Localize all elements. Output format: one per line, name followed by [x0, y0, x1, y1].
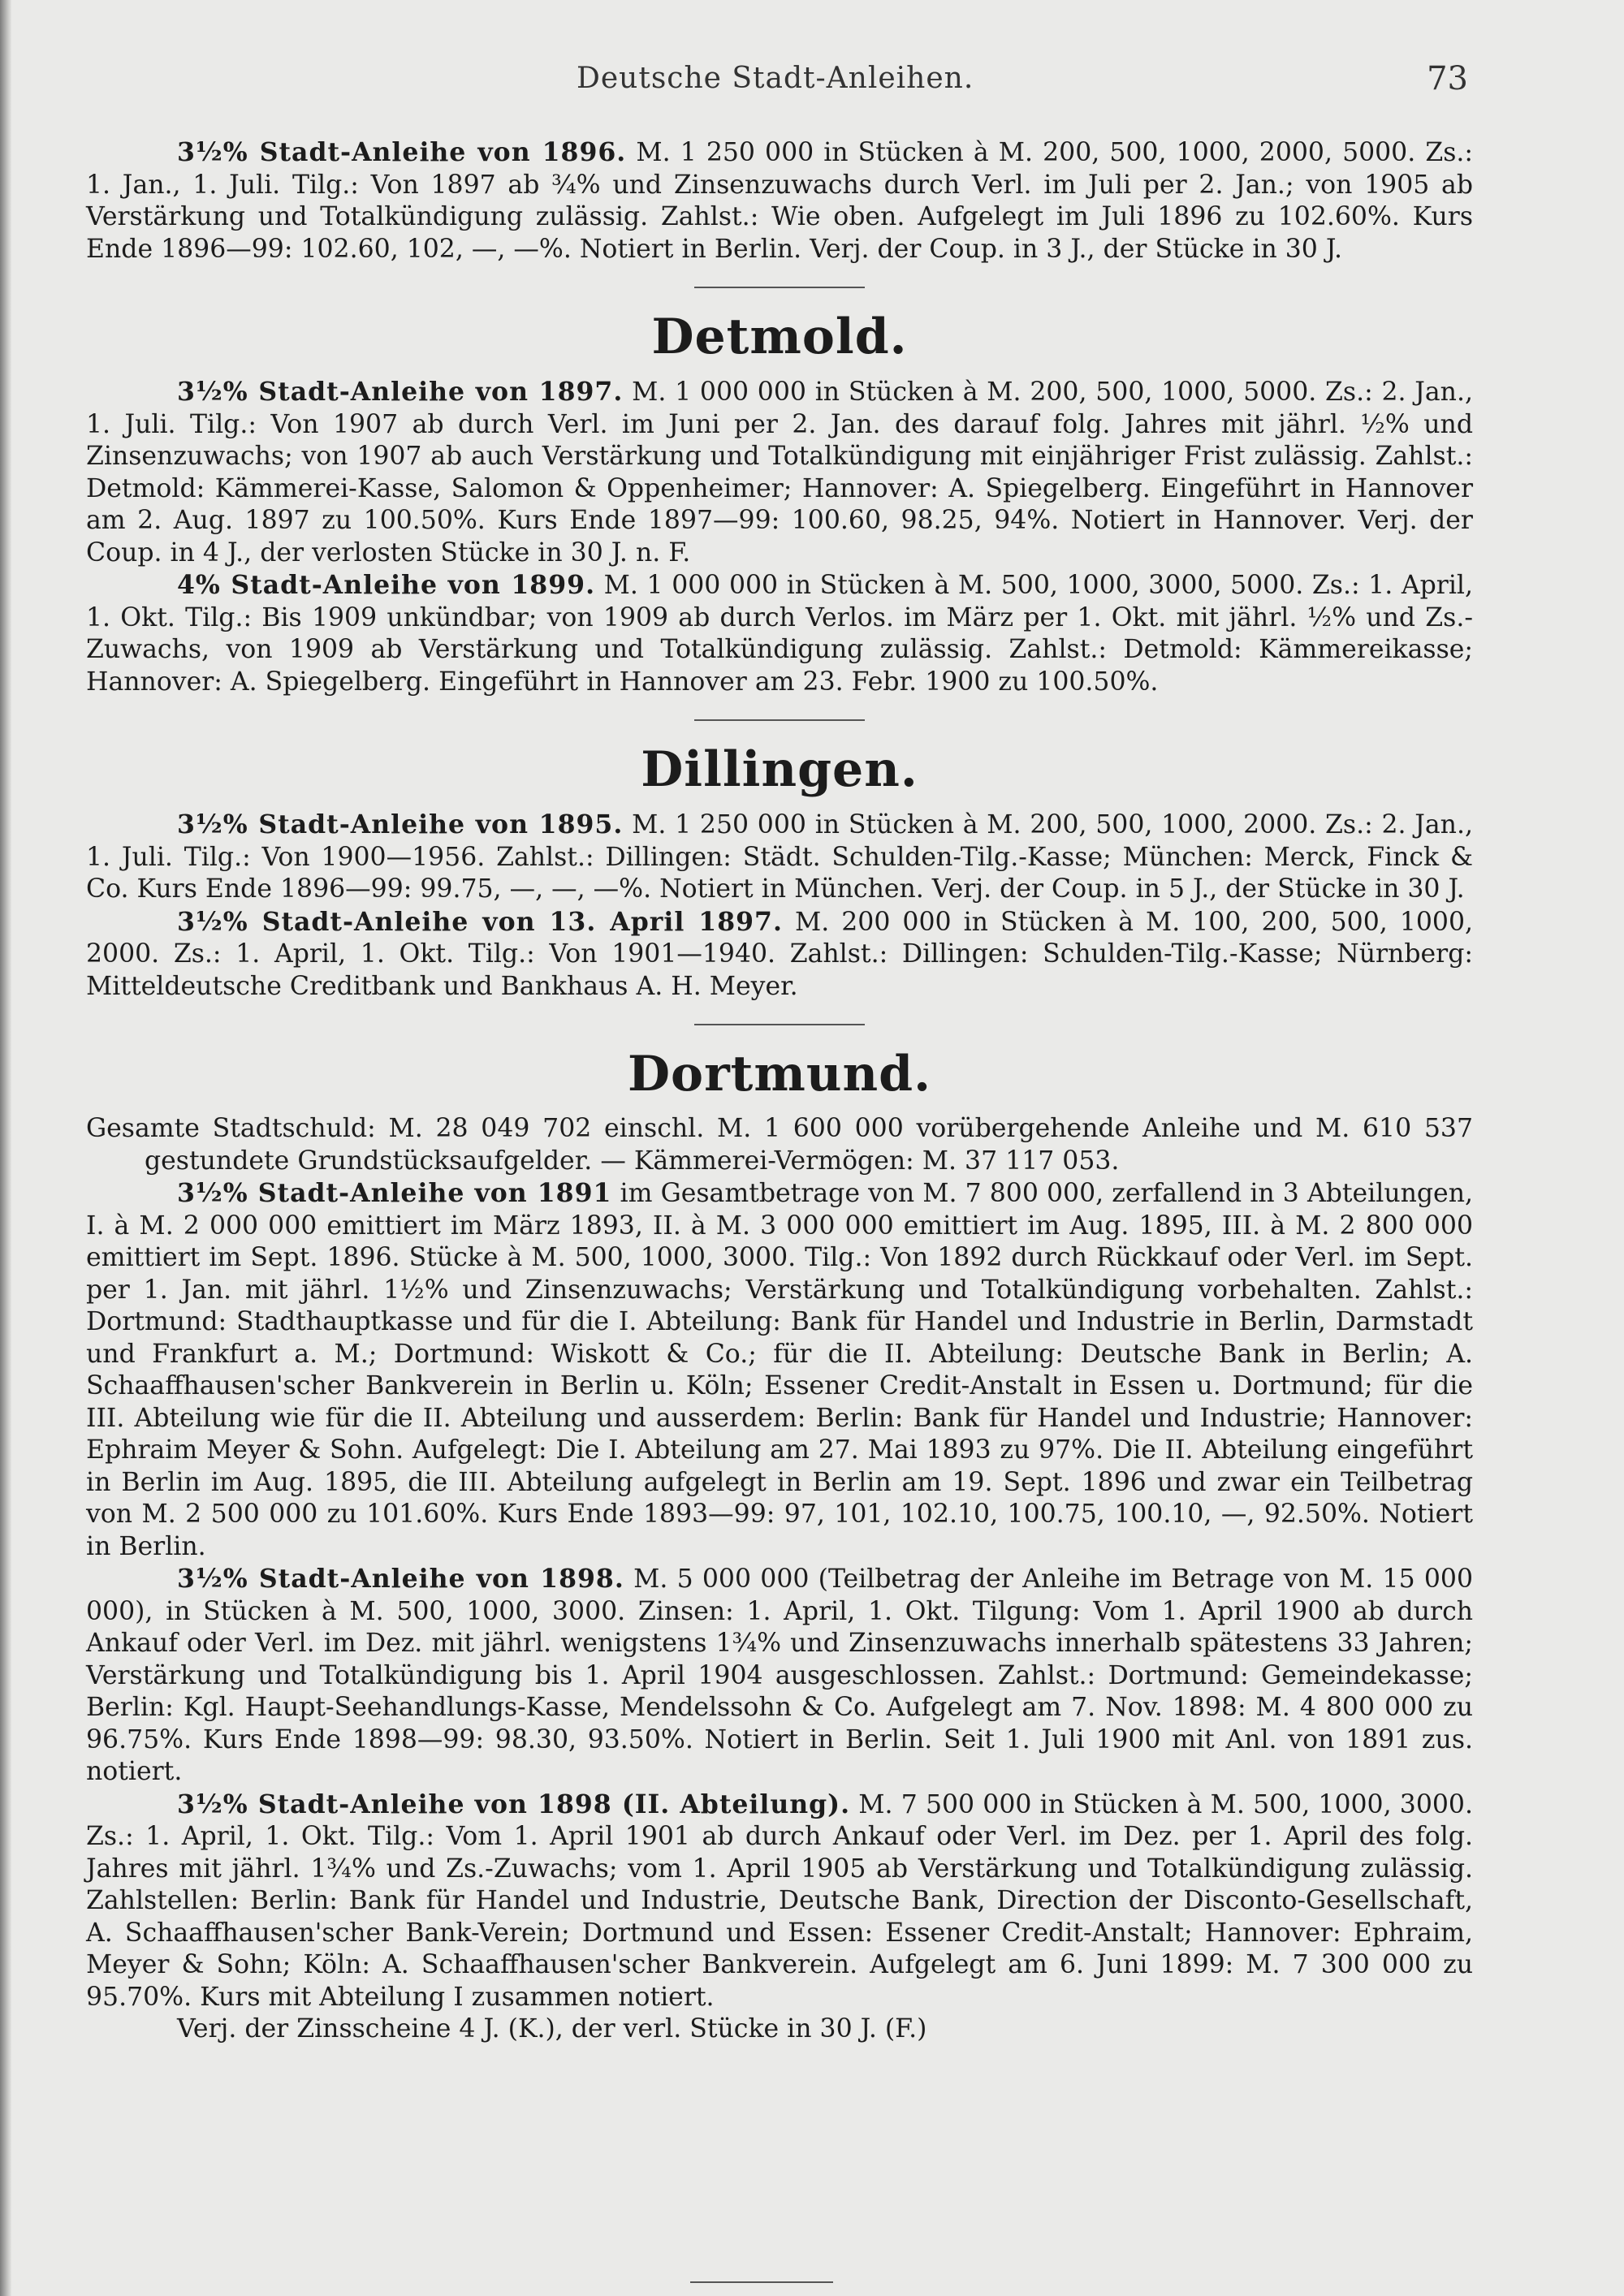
loan-text: im Gesamtbetrage von M. 7 800 000, zerfallend in 3 Abteilungen, I. à M. 2 000 000 emittiert im März 1893, II. à M. 3 000 000 emittiert im Aug. 1895, III. à M. 2 800 000 emittiert im Sept. 1896. Stücke à M. 500, 1000, 3000. Tilg.: Von 1892 durch Rückkauf oder Verl. im Sept. per 1. Jan. mit jährl. 1½% und Zinsenzuwachs; Verstärkung und Totalkündigung vorbehalten. Zahlst.: Dortmund: Stadthauptkasse und für die I. Abteilung: Bank für Handel und Industrie in Berlin, Darmstadt und Frankfurt a. M.; Dortmund: Wiskott & Co.; für die II. Abteilung: Deutsche Bank in Berlin; A. Schaaffhausen'scher Bankverein in Berlin u. Köln; Essener Credit-Anstalt in Essen u. Dortmund; für die III. Abteilung wie für die II. Abteilung und ausserdem: Berlin: Bank für Handel und Industrie; Hannover: Ephraim Meyer & Sohn. Aufgelegt: Die I. Abteilung am 27. Mai 1893 zu 97%. Die II. Abteilung eingeführt in Berlin im Aug. 1895, die III. Abteilung aufgelegt in Berlin am 19. Sept. 1896 und zwar ein Teilbetrag von M. 2 500 000 zu 101.60%. Kurs Ende 1893—99: 97, 101, 102.10, 100.75, 100.10, —, 92.50%. Notiert in Berlin. [86, 1179, 1473, 1561]
loan-title: 3½% Stadt-Anleihe von 1898 (II. Abteilung). [177, 1789, 851, 1819]
section-divider [694, 287, 865, 288]
loan-entry [86, 906, 1473, 1003]
city-heading: Dillingen. [641, 741, 918, 798]
page-number: 73 [1427, 60, 1468, 97]
loan-entry [86, 136, 1473, 265]
section-continuation [86, 136, 1473, 265]
bottom-divider [690, 2281, 833, 2283]
loan-text: M. 1 250 000 in Stücken à M. 200, 500, 1000, 2000, 5000. Zs.: 1. Jan., 1. Juli. Tilg.: Von 1897 ab ¾% und Zinsenzuwachs durch Verl. im Juli per 2. Jan.; von 1905 ab Verstärkung und Totalkündigung zulässig. Zahlst.: Wie oben. Aufgelegt im Juli 1896 zu 102.60%. Kurs Ende 1896—99: 102.60, 102, —, —%. Notiert in Berlin. Verj. der Coup. in 3 J., der Stücke in 30 J. [86, 138, 1473, 264]
loan-text: M. 1 000 000 in Stücken à M. 200, 500, 1000, 5000. Zs.: 2. Jan., 1. Juli. Tilg.: Von 1907 ab durch Verl. im Juni per 2. Jan. des darauf folg. Jahres mit jährl. ½% und Zinsenzuwachs; von 1907 ab auch Verstärkung und Totalkündigung mit einjähriger Frist zulässig. Zahlst.: Detmold: Kämmerei-Kasse, Salomon & Oppenheimer; Hannover: A. Spiegelberg. Eingeführt in Hannover am 2. Aug. 1897 zu 100.50%. Kurs Ende 1897—99: 100.60, 98.25, 94%. Notiert in Hannover. Verj. der Coup. in 4 J., der verlosten Stücke in 30 J. n. F. [86, 378, 1473, 568]
loan-text: M. 1 000 000 in Stücken à M. 500, 1000, 3000, 5000. Zs.: 1. April, 1. Okt. Tilg.: Bis 1909 unkündbar; von 1909 ab durch Verlos. im März per 1. Okt. mit jährl. ½% und Zs.-Zuwachs, von 1909 ab Verstärkung und Totalkündigung zulässig. Zahlst.: Detmold: Kämmereikasse; Hannover: A. Spiegelberg. Eingeführt in Hannover am 23. Febr. 1900 zu 100.50%. [86, 571, 1473, 697]
section-divider [694, 1024, 865, 1025]
loan-entry [86, 809, 1473, 906]
loan-title: 4% Stadt-Anleihe von 1899. [177, 570, 596, 600]
loan-text: M. 1 250 000 in Stücken à M. 200, 500, 1000, 2000. Zs.: 2. Jan., 1. Juli. Tilg.: Von 1900—1956. Zahlst.: Dillingen: Städt. Schulden-Tilg.-Kasse; München: Merck, Finck & Co. Kurs Ende 1896—99: 99.75, —, —, —%. Notiert in München. Verj. der Coup. in 5 J., der Stücke in 30 J. [86, 810, 1473, 904]
closing-note: Verj. der Zinsscheine 4 J. (K.), der verl. Stücke in 30 J. (F.) [177, 2014, 927, 2044]
loan-title: 3½% Stadt-Anleihe von 1898. [177, 1564, 624, 1594]
city-debt-summary: Gesamte Stadtschuld: M. 28 049 702 einschl. M. 1 600 000 vorübergehende Anleihe und M. 610 537 gestundete Grundstücksaufgelder. — Kämmerei-Vermögen: M. 37 117 053. [86, 1114, 1473, 1176]
running-head: Deutsche Stadt-Anleihen. [577, 62, 974, 95]
loan-entry [86, 1789, 1473, 2014]
section-dortmund [86, 1040, 1473, 2046]
page-header [0, 62, 1624, 102]
city-heading: Detmold. [651, 309, 908, 365]
section-dillingen [86, 736, 1473, 1003]
loan-entry [86, 569, 1473, 698]
loan-entry [86, 376, 1473, 569]
scanned-page-edge [0, 0, 11, 2296]
loan-title: 3½% Stadt-Anleihe von 1891 [177, 1178, 612, 1208]
loan-title: 3½% Stadt-Anleihe von 1895. [177, 809, 624, 839]
page-body [86, 136, 1473, 2046]
loan-entry [86, 1177, 1473, 1563]
loan-text: M. 200 000 in Stücken à M. 100, 200, 500, 1000, 2000. Zs.: 1. April, 1. Okt. Tilg.: Von 1901—1940. Zahlst.: Dillingen: Schulden-Tilg.-Kasse; Nürnberg: Mitteldeutsche Creditbank und Bankhaus A. H. Meyer. [86, 907, 1473, 1001]
loan-text: M. 5 000 000 (Teilbetrag der Anleihe im Betrage von M. 15 000 000), in Stücken à M. 500, 1000, 3000. Zinsen: 1. April, 1. Okt. Tilgung: Vom 1. April 1900 ab durch Ankauf oder Verl. im Dez. mit jährl. wenigstens 1¾% und Zinsenzuwachs innerhalb spätestens 33 Jahren; Verstärkung und Totalkündigung bis 1. April 1904 ausgeschlossen. Zahlst.: Dortmund: Gemeindekasse; Berlin: Kgl. Haupt-Seehandlungs-Kasse, Mendelssohn & Co. Aufgelegt am 7. Nov. 1898: M. 4 800 000 zu 96.75%. Kurs Ende 1898—99: 98.30, 93.50%. Notiert in Berlin. Seit 1. Juli 1900 mit Anl. von 1891 zus. notiert. [86, 1564, 1473, 1786]
section-detmold [86, 303, 1473, 698]
loan-text: M. 7 500 000 in Stücken à M. 500, 1000, 3000. Zs.: 1. April, 1. Okt. Tilg.: Vom 1. April 1901 ab durch Ankauf oder Verl. im Dez. per 1. April des folg. Jahres mit jährl. 1¾% und Zs.-Zuwachs; vom 1. April 1905 ab Verstärkung und Totalkündigung zulässig. Zahlstellen: Berlin: Bank für Handel und Industrie, Deutsche Bank, Direction der Disconto-Gesellschaft, A. Schaaffhausen'scher Bank-Verein; Dortmund und Essen: Essener Credit-Anstalt; Hannover: Ephraim, Meyer & Sohn; Köln: A. Schaaffhausen'scher Bankverein. Aufgelegt am 6. Juni 1899: M. 7 300 000 zu 95.70%. Kurs mit Abteilung I zusammen notiert. [86, 1789, 1473, 2012]
loan-title: 3½% Stadt-Anleihe von 1897. [177, 377, 624, 407]
city-heading: Dortmund. [628, 1046, 931, 1103]
loan-title: 3½% Stadt-Anleihe von 1896. [177, 137, 627, 167]
section-divider [694, 719, 865, 721]
loan-title: 3½% Stadt-Anleihe von 13. April 1897. [177, 906, 783, 937]
loan-entry [86, 1563, 1473, 1789]
